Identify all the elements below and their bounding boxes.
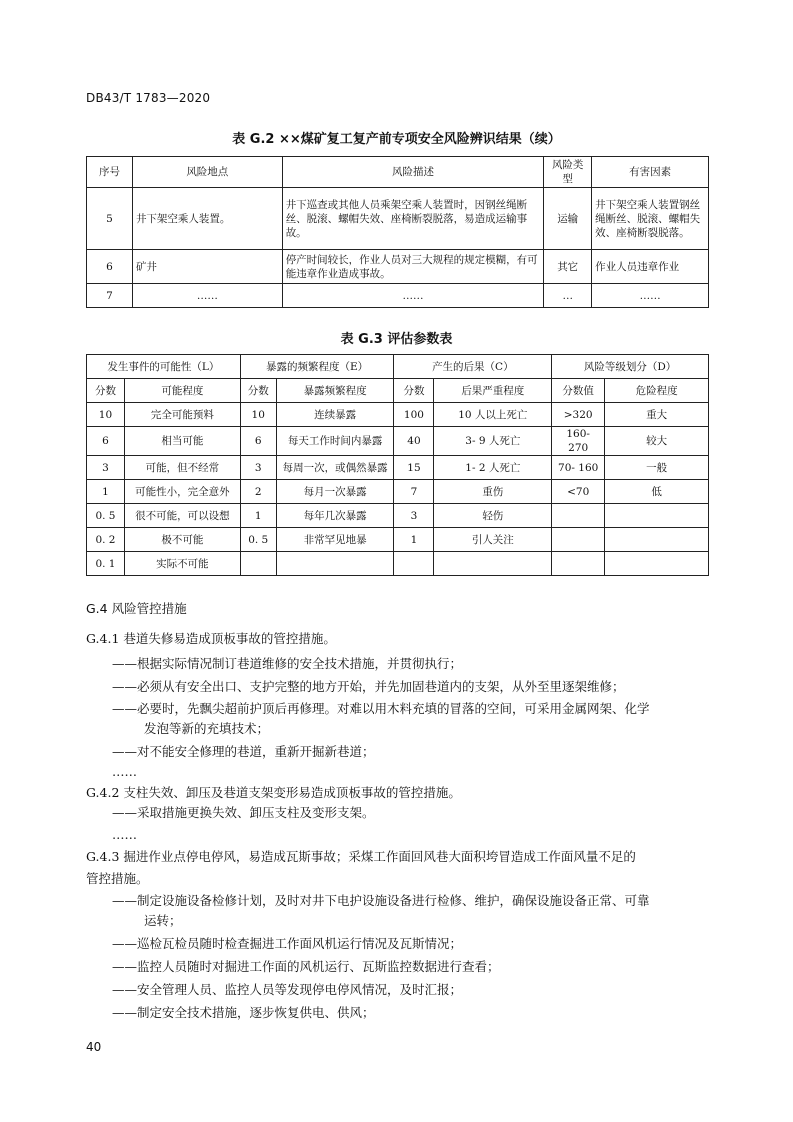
table-cell: 15 — [394, 456, 434, 480]
table-cell — [552, 504, 605, 528]
table-cell: 0. 1 — [87, 552, 125, 576]
table-cell: …… — [132, 284, 282, 308]
measure-item: ——制定安全技术措施，逐步恢复供电、供风； — [112, 1005, 375, 1020]
measure-item: ——安全管理人员、监控人员等发现停电停风情况，及时汇报； — [112, 982, 463, 997]
table-cell: 6 — [87, 427, 125, 456]
table-row — [87, 284, 709, 308]
table-cell: 3 — [394, 504, 434, 528]
table-cell: 每周一次，或偶然暴露 — [276, 456, 394, 480]
table-row — [87, 250, 709, 284]
table-subheader: 分数 — [87, 379, 125, 403]
table-cell: 3- 9 人死亡 — [434, 427, 552, 456]
table-row — [87, 188, 709, 250]
table-cell: 7 — [87, 284, 133, 308]
ellipsis: …… — [112, 827, 137, 842]
table-cell: 相当可能 — [124, 427, 240, 456]
table-cell: 连续暴露 — [276, 403, 394, 427]
table-cell — [552, 528, 605, 552]
table-subheader: 可能程度 — [124, 379, 240, 403]
table-cell: 矿井 — [132, 250, 282, 284]
table-cell: 重伤 — [434, 480, 552, 504]
measure-item: ——必须从有安全出口、支护完整的地方开始，并先加固巷道内的支架，从外至里逐架维修； — [112, 679, 625, 694]
measure-item: ——采取措施更换失效、卸压支柱及变形支架。 — [112, 805, 375, 820]
table-cell: 100 — [394, 403, 434, 427]
page-number: 40 — [86, 1040, 102, 1054]
table-cell: 70- 160 — [552, 456, 605, 480]
table-header-cell: 风险地点 — [132, 157, 282, 188]
table-cell: 井下巡查或其他人员乘架空乘人装置时，因钢丝绳断丝、脱滚、螺帽失效、座椅断裂脱落，易造成运输事故。 — [282, 188, 544, 250]
document-header: DB43/T 1783—2020 — [86, 91, 211, 105]
table-cell: 1 — [240, 504, 276, 528]
table-row — [87, 456, 709, 480]
table-cell: 160- 270 — [552, 427, 605, 456]
table-g2 — [86, 156, 709, 308]
measure-item: ——制定设施设备检修计划，及时对井下电护设施设备进行检修、维护，确保设施设备正常、可靠 — [112, 893, 650, 908]
table-cell: >320 — [552, 403, 605, 427]
table-subheader: 分数值 — [552, 379, 605, 403]
table-cell: 可能，但不经常 — [124, 456, 240, 480]
table-cell: 1 — [87, 480, 125, 504]
table-cell: 每天工作时间内暴露 — [276, 427, 394, 456]
table-cell: 每年几次暴露 — [276, 504, 394, 528]
table-cell: 每月一次暴露 — [276, 480, 394, 504]
table-cell: 1- 2 人死亡 — [434, 456, 552, 480]
table-cell: 0. 5 — [87, 504, 125, 528]
measure-item: ——对不能安全修理的巷道，重新开掘新巷道； — [112, 744, 375, 759]
table-cell — [605, 504, 709, 528]
table-cell: 作业人员违章作业 — [592, 250, 709, 284]
table-row — [87, 427, 709, 456]
table-cell — [240, 552, 276, 576]
table-group-header: 发生事件的可能性（L） — [87, 355, 241, 379]
table-g3-caption: 表 G.3 评估参数表 — [340, 332, 453, 347]
table-cell: …… — [592, 284, 709, 308]
table-cell: 5 — [87, 188, 133, 250]
subsection-title: G.4.1 巷道失修易造成顶板事故的管控措施。 — [86, 631, 336, 646]
subsection-title: G.4.2 支柱失效、卸压及巷道支架变形易造成顶板事故的管控措施。 — [86, 785, 461, 800]
measure-item: ——监控人员随时对掘进工作面的风机运行、瓦斯监控数据进行查看； — [112, 959, 500, 974]
table-header-cell: 风险描述 — [282, 157, 544, 188]
table-subheader: 分数 — [394, 379, 434, 403]
measure-item: ——必要时，先飘尖超前护顶后再修理。对难以用木料充填的冒落的空间，可采用金属网架、化学 — [112, 701, 650, 716]
subsection-title: G.4.3 掘进作业点停电停风，易造成瓦斯事故；采煤工作面回风巷大面积垮冒造成工作面风量不足的 — [86, 849, 636, 864]
table-cell: 井下架空乘人装置钢丝绳断丝、脱滚、螺帽失效、座椅断裂脱落。 — [592, 188, 709, 250]
table-cell: 3 — [240, 456, 276, 480]
table-cell: 10 — [87, 403, 125, 427]
ellipsis: …… — [112, 764, 137, 779]
table-header-cell: 有害因素 — [592, 157, 709, 188]
table-g2-caption: 表 G.2 ××煤矿复工复产前专项安全风险辨识结果（续） — [232, 132, 561, 147]
table-cell: 极不可能 — [124, 528, 240, 552]
table-cell: 6 — [240, 427, 276, 456]
table-cell: 重大 — [605, 403, 709, 427]
table-cell: 10 — [240, 403, 276, 427]
table-cell: 引人关注 — [434, 528, 552, 552]
table-cell: 10 人以上死亡 — [434, 403, 552, 427]
table-cell: <70 — [552, 480, 605, 504]
table-row — [87, 528, 709, 552]
table-subheader: 分数 — [240, 379, 276, 403]
table-cell: 40 — [394, 427, 434, 456]
table-subheader: 危险程度 — [605, 379, 709, 403]
table-cell: 非常罕见地暴 — [276, 528, 394, 552]
table-cell: 0. 5 — [240, 528, 276, 552]
table-cell: 可能性小，完全意外 — [124, 480, 240, 504]
table-cell — [276, 552, 394, 576]
table-cell: 轻伤 — [434, 504, 552, 528]
table-cell: 很不可能，可以设想 — [124, 504, 240, 528]
table-cell: 6 — [87, 250, 133, 284]
table-cell — [552, 552, 605, 576]
table-cell: 2 — [240, 480, 276, 504]
table-subheader: 暴露频繁程度 — [276, 379, 394, 403]
table-group-header: 风险等级划分（D） — [552, 355, 709, 379]
table-cell: 其它 — [544, 250, 592, 284]
measure-item: ——巡检瓦检员随时检查掘进工作面风机运行情况及瓦斯情况； — [112, 936, 463, 951]
table-group-header: 暴露的频繁程度（E） — [240, 355, 394, 379]
table-cell: 完全可能预料 — [124, 403, 240, 427]
table-cell: …… — [282, 284, 544, 308]
table-cell — [605, 528, 709, 552]
table-header-cell: 序号 — [87, 157, 133, 188]
subsection-title-continuation: 管控措施。 — [86, 871, 149, 886]
table-g3 — [86, 354, 709, 576]
table-row — [87, 552, 709, 576]
table-cell: 7 — [394, 480, 434, 504]
table-cell: 停产时间较长，作业人员对三大规程的规定模糊，有可能违章作业造成事故。 — [282, 250, 544, 284]
table-cell — [605, 552, 709, 576]
table-cell: 1 — [394, 528, 434, 552]
table-row — [87, 504, 709, 528]
table-cell: 3 — [87, 456, 125, 480]
table-header-cell: 风险类型 — [544, 157, 592, 188]
table-cell: 0. 2 — [87, 528, 125, 552]
table-row — [87, 403, 709, 427]
measure-item-continuation: 发泡等新的充填技术； — [144, 721, 270, 736]
measure-item-continuation: 运转； — [144, 913, 182, 928]
table-cell: 较大 — [605, 427, 709, 456]
measure-item: ——根据实际情况制订巷道维修的安全技术措施，并贯彻执行； — [112, 656, 463, 671]
table-group-header: 产生的后果（C） — [394, 355, 552, 379]
table-row — [87, 480, 709, 504]
table-cell: 实际不可能 — [124, 552, 240, 576]
section-heading: G.4 风险管控措施 — [86, 601, 187, 616]
table-cell — [434, 552, 552, 576]
table-cell: … — [544, 284, 592, 308]
table-cell: 井下架空乘人装置。 — [132, 188, 282, 250]
table-cell: 运输 — [544, 188, 592, 250]
table-cell — [394, 552, 434, 576]
table-cell: 低 — [605, 480, 709, 504]
table-subheader: 后果严重程度 — [434, 379, 552, 403]
table-cell: 一般 — [605, 456, 709, 480]
